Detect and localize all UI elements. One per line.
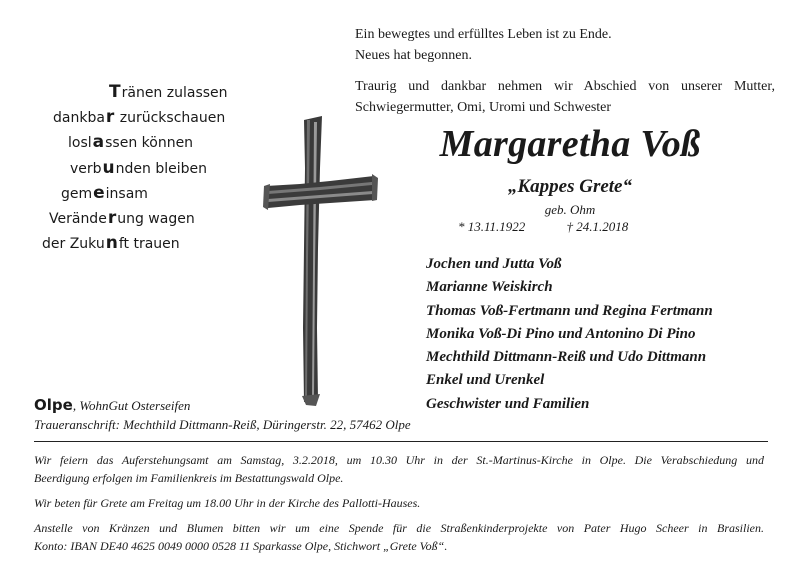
life-dates [458,219,628,235]
cross-icon [260,108,380,408]
family-list [426,253,713,416]
donation-info-line-1: Anstelle von Kränzen und Blumen bitten wir um eine Spende für die Straßenkinderprojekte von Pater Hugo Scheer in Brasilien. [34,521,764,535]
family-member: Jochen und Jutta Voß [426,256,562,272]
poem-line-3: loslassen können [68,132,194,153]
family-member: Thomas Voß-Fertmann und Regina Fertmann [426,302,713,319]
family-member: Geschwister und Familien [426,395,590,412]
family-member: Monika Voß-Di Pino und Antonino Di Pino [426,325,696,342]
location: , WohnGut Osterseifen [72,398,191,413]
intro-line-3: Traurig und dankbar nehmen wir Abschied von unserer Mutter, [355,79,775,94]
birth-name: geb. Ohm [544,202,596,217]
poem-highlight-letter: r [107,208,117,229]
service-info-line-1: Wir feiern das Auferstehungsamt am Samstag, 3.2.2018, um 10.30 Uhr in der St.-Martinus-Kirche in Olpe. Die Verabschiedung und [34,453,764,467]
poem-line-5: gemeinsam [61,182,148,203]
poem-highlight-letter: u [102,157,115,178]
intro-text [355,24,775,118]
poem-line-6: Veränderung wagen [49,208,195,229]
poem-highlight-letter: r [105,107,115,128]
family-member: Mechthild Dittmann-Reiß und Udo Dittmann [426,349,707,366]
poem-line-2: dankbar zurückschauen [53,107,226,128]
poem-highlight-letter: n [105,233,118,254]
poem-highlight-letter: a [92,132,105,153]
poem-line-7: der Zukunft trauen [42,233,180,254]
poem-highlight-letter: e [93,182,105,203]
mourning-address: Traueranschrift: Mechthild Dittmann-Reiß, Düringerstr. 22, 57462 Olpe [34,417,411,432]
place-line [34,396,190,415]
family-member: Enkel und Urenkel [426,372,545,389]
prayer-info: Wir beten für Grete am Freitag um 18.00 Uhr in der Kirche des Pallotti-Hauses. [34,496,421,510]
poem-line-1: Tränen zulassen [109,82,228,102]
death-date: † 24.1.2018 [566,219,629,234]
family-member: Marianne Weiskirch [426,279,553,296]
intro-line-4: Schwiegermutter, Omi, Uromi und Schwester [355,100,612,115]
city: Olpe [34,396,73,414]
donation-info-line-2: Konto: IBAN DE40 4625 0049 0000 0528 11 Sparkasse Olpe, Stichwort „Grete Voß“. [34,539,448,553]
service-info-line-2: Beerdigung erfolgen im Familienkreis im Bestattungswald Olpe. [34,471,344,485]
deceased-name: Margaretha Voß [439,123,701,165]
deceased-nickname: „Kappes Grete“ [507,176,632,197]
poem-line-4: verbunden bleiben [70,157,208,178]
intro-line-1: Ein bewegtes und erfülltes Leben ist zu Ende. [355,27,612,42]
divider [34,441,768,442]
intro-line-2: Neues hat begonnen. [355,48,473,63]
birth-date: * 13.11.1922 [458,219,526,234]
poem-highlight-letter: T [109,82,121,102]
acrostic-poem [30,80,230,256]
